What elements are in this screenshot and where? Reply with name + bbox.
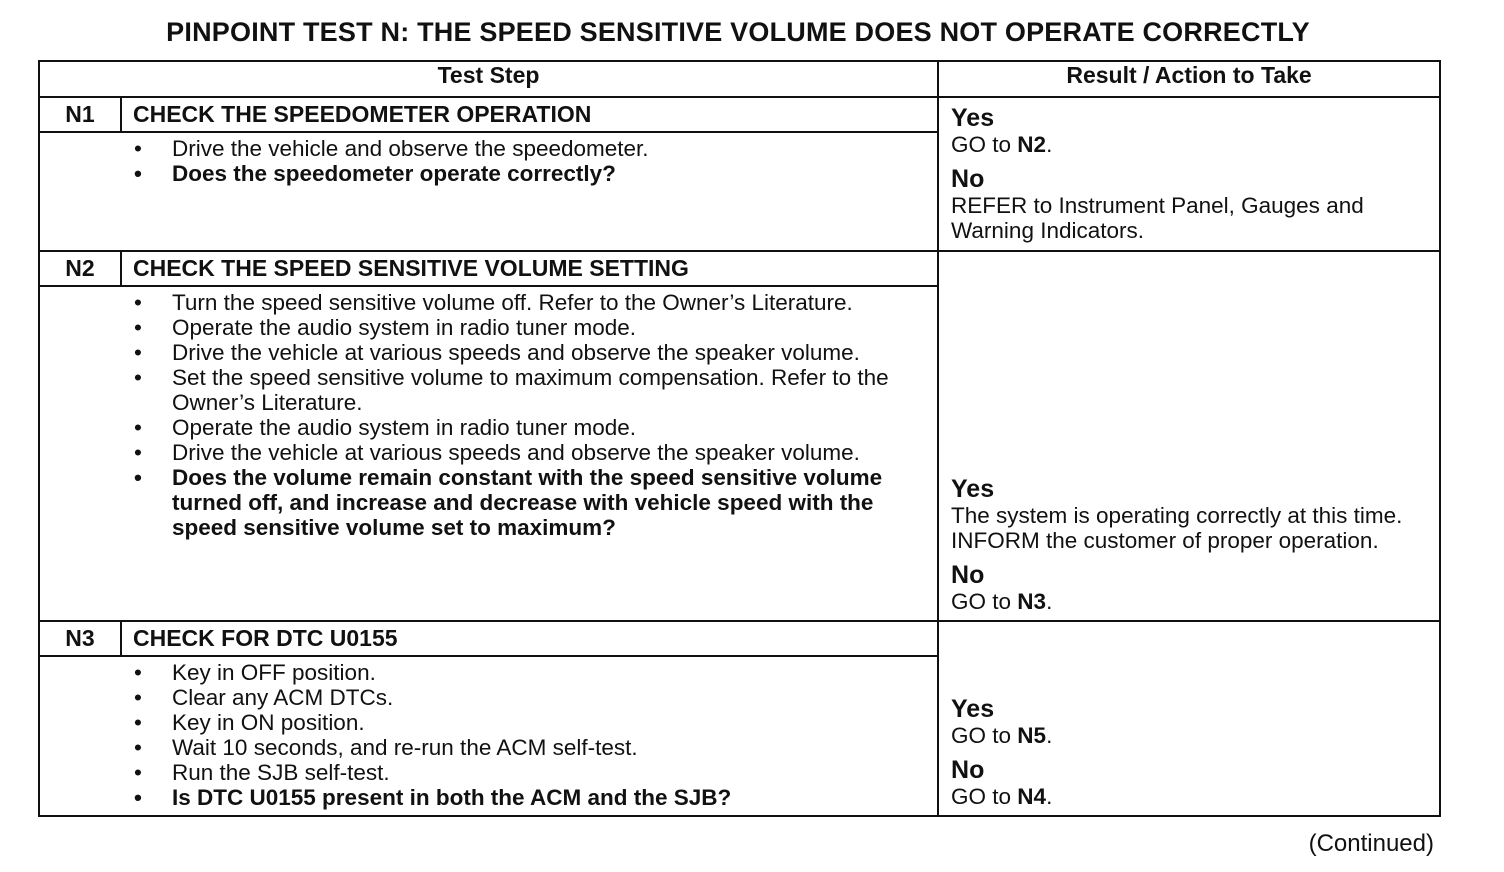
list-item: • Operate the audio system in radio tuner mode. [40, 415, 937, 440]
step-n1-yes-label: Yes [951, 104, 995, 132]
list-item: • Operate the audio system in radio tuner mode. [40, 315, 937, 340]
list-item: • Drive the vehicle at various speeds and observe the speaker volume. [40, 440, 937, 465]
step-n1-actions [39, 132, 938, 251]
pinpoint-test-table [38, 60, 1441, 817]
list-item: • Set the speed sensitive volume to maximum compensation. Refer to the Owner’s Literature. [40, 365, 937, 415]
step-n2-yes-label: Yes [951, 475, 995, 503]
list-item: • Does the volume remain constant with the speed sensitive volume turned off, and increase and decrease with vehicle speed with the speed sensitive volume set to maximum? [40, 465, 937, 540]
step-n3-actions [39, 656, 938, 816]
step-n1-no-action: REFER to Instrument Panel, Gauges and Warning Indicators. [951, 193, 1364, 243]
continued-note: (Continued) [1308, 830, 1434, 857]
step-n3-id: N3 [39, 621, 121, 656]
list-item: • Turn the speed sensitive volume off. Refer to the Owner’s Literature. [40, 290, 937, 315]
list-item: • Drive the vehicle and observe the speedometer. [40, 136, 937, 161]
step-n2-title: CHECK THE SPEED SENSITIVE VOLUME SETTING [121, 251, 938, 286]
step-n3-yes-label: Yes [951, 695, 995, 723]
step-n2-no-label: No [951, 561, 985, 589]
step-n2-id: N2 [39, 251, 121, 286]
step-n2-title-row [39, 251, 1440, 286]
step-n2-no-action: GO to N3. [951, 589, 1053, 614]
list-item: • Run the SJB self-test. [40, 760, 937, 785]
list-item: • Key in OFF position. [40, 660, 937, 685]
step-n3-title: CHECK FOR DTC U0155 [121, 621, 938, 656]
list-item: • Wait 10 seconds, and re-run the ACM self-test. [40, 735, 937, 760]
header-result: Result / Action to Take [938, 61, 1440, 97]
step-n1-no-label: No [951, 165, 985, 193]
step-n2-result [938, 251, 1440, 621]
table-header-row [39, 61, 1440, 97]
page-title: PINPOINT TEST N: THE SPEED SENSITIVE VOLUME DOES NOT OPERATE CORRECTLY [166, 17, 1310, 47]
step-n3-no-action: GO to N4. [951, 784, 1053, 809]
step-n3-yes-action: GO to N5. [951, 723, 1053, 748]
list-item: • Is DTC U0155 present in both the ACM and the SJB? [40, 785, 937, 810]
list-item: • Does the speedometer operate correctly? [40, 161, 937, 186]
step-n2-yes-action: The system is operating correctly at this time. INFORM the customer of proper operation. [951, 503, 1403, 553]
header-test-step: Test Step [39, 61, 938, 97]
list-item: • Clear any ACM DTCs. [40, 685, 937, 710]
step-n1-id: N1 [39, 97, 121, 132]
step-n3-no-label: No [951, 756, 985, 784]
step-n1-yes-action: GO to N2. [951, 132, 1053, 157]
step-n3-title-row [39, 621, 1440, 656]
step-n2-actions [39, 286, 938, 621]
step-n1-result [938, 97, 1440, 251]
step-n3-result [938, 621, 1440, 816]
step-n1-title: CHECK THE SPEEDOMETER OPERATION [121, 97, 938, 132]
list-item: • Key in ON position. [40, 710, 937, 735]
step-n1-title-row [39, 97, 1440, 132]
list-item: • Drive the vehicle at various speeds and observe the speaker volume. [40, 340, 937, 365]
